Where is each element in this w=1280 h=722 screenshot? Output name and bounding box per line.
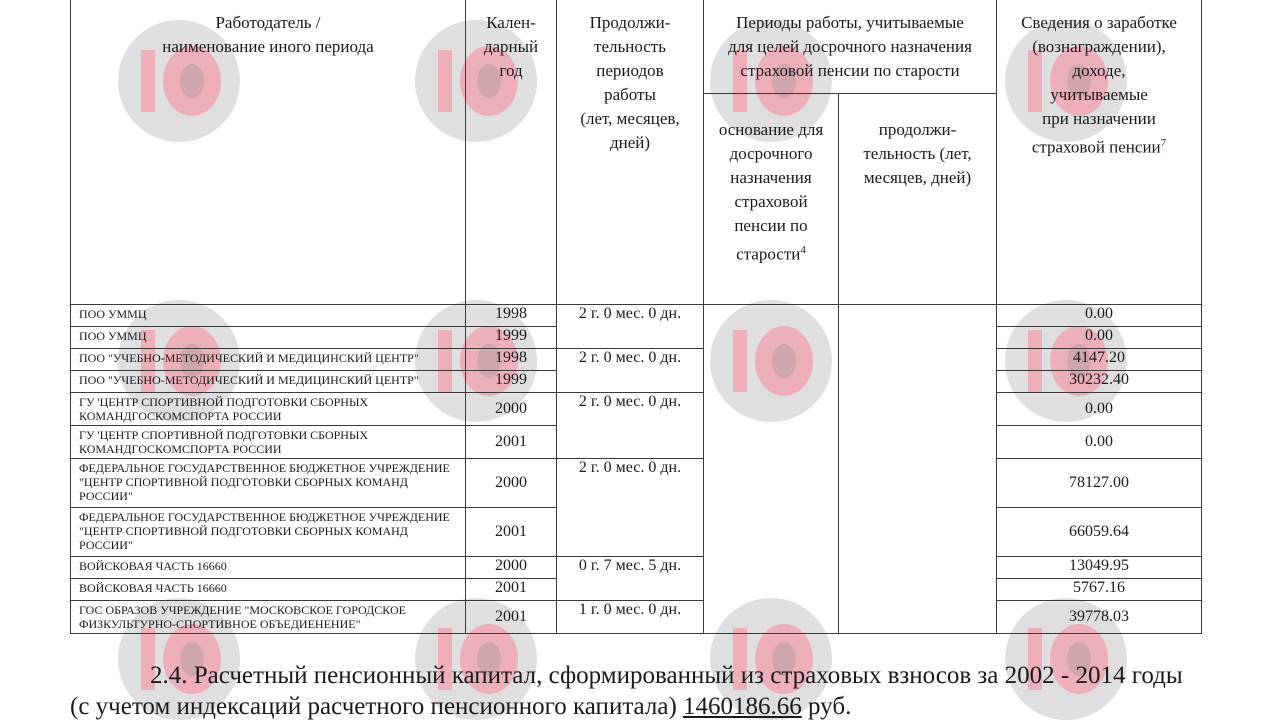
table-row (71, 459, 1202, 508)
earnings-cell: 78127.00 (997, 459, 1202, 508)
earnings-cell: 0.00 (997, 305, 1202, 327)
year-cell: 1999 (466, 327, 557, 349)
earnings-cell: 5767.16 (997, 579, 1202, 601)
duration-cell: 2 г. 0 мес. 0 дн. (557, 459, 704, 557)
employer-cell: ФЕДЕРАЛЬНОЕ ГОСУДАРСТВЕННОЕ БЮДЖЕТНОЕ УЧРЕЖДЕНИЕ "ЦЕНТР СПОРТИВНОЙ ПОДГОТОВКИ СБОРНЫХ КОМАНД РОССИИ" (71, 459, 466, 508)
year-cell: 1999 (466, 371, 557, 393)
earnings-cell: 66059.64 (997, 508, 1202, 557)
year-cell: 2001 (466, 508, 557, 557)
basis-cell (704, 305, 839, 634)
table-row (71, 349, 1202, 371)
special-duration-cell (839, 305, 997, 634)
header-periods: Периоды работы, учитываемые для целей досрочного назначения страховой пенсии по старости (704, 0, 997, 94)
duration-cell: 2 г. 0 мес. 0 дн. (557, 349, 704, 393)
earnings-cell: 4147.20 (997, 349, 1202, 371)
header-duration: Продолжи- тельность периодов работы (лет, месяцев, дней) (557, 0, 704, 305)
employer-cell: ПОО "УЧЕБНО-МЕТОДИЧЕСКИЙ И МЕДИЦИНСКИЙ ЦЕНТР" (71, 349, 466, 371)
year-cell: 2001 (466, 579, 557, 601)
earnings-cell: 0.00 (997, 327, 1202, 349)
employer-cell: ГУ 'ЦЕНТР СПОРТИВНОЙ ПОДГОТОВКИ СБОРНЫХ КОМАНДГОСКОМСПОРТА РОССИИ (71, 426, 466, 459)
year-cell: 1998 (466, 305, 557, 327)
earnings-cell: 0.00 (997, 393, 1202, 426)
header-employer: Работодатель / наименование иного периода (71, 0, 466, 305)
pension-capital-paragraph (70, 660, 1200, 722)
employer-cell: ВОЙСКОВАЯ ЧАСТЬ 16660 (71, 579, 466, 601)
employer-cell: ФЕДЕРАЛЬНОЕ ГОСУДАРСТВЕННОЕ БЮДЖЕТНОЕ УЧРЕЖДЕНИЕ "ЦЕНТР СПОРТИВНОЙ ПОДГОТОВКИ СБОРНЫХ КОМАНД РОССИИ" (71, 508, 466, 557)
paragraph-currency: руб. (801, 693, 852, 720)
duration-cell: 0 г. 7 мес. 5 дн. (557, 557, 704, 601)
employer-cell: ПОО УММЦ (71, 305, 466, 327)
year-cell: 2000 (466, 393, 557, 426)
year-cell: 2001 (466, 426, 557, 459)
employer-cell: ВОЙСКОВАЯ ЧАСТЬ 16660 (71, 557, 466, 579)
work-periods-table (70, 0, 1202, 634)
header-periods-basis: основание для досрочного назначения страховой пенсии по старости$^4$ (704, 94, 839, 305)
employer-cell: ПОО "УЧЕБНО-МЕТОДИЧЕСКИЙ И МЕДИЦИНСКИЙ ЦЕНТР" (71, 371, 466, 393)
employer-cell: ПОО УММЦ (71, 327, 466, 349)
employer-cell: ГУ 'ЦЕНТР СПОРТИВНОЙ ПОДГОТОВКИ СБОРНЫХ КОМАНДГОСКОМСПОРТА РОССИИ (71, 393, 466, 426)
paragraph-text: 2.4. Расчетный пенсионный капитал, сформированный из страховых взносов за 2002 - 2014 годы (с учетом индексаций расчетного пенсионного капитала) (70, 662, 1183, 720)
header-periods-duration: продолжи- тельность (лет, месяцев, дней) (839, 94, 997, 305)
pension-capital-amount: 1460186.66 (683, 693, 802, 720)
year-cell: 2001 (466, 601, 557, 634)
table-row (71, 393, 1202, 426)
duration-cell: 2 г. 0 мес. 0 дн. (557, 305, 704, 349)
table-row (71, 601, 1202, 634)
employer-cell: ГОС ОБРАЗОВ УЧРЕЖДЕНИЕ "МОСКОВСКОЕ ГОРОДСКОЕ ФИЗКУЛЬТУРНО-СПОРТИВНОЕ ОБЪЕДИЕНЕНИЕ" (71, 601, 466, 634)
header-earnings: Сведения о заработке (вознаграждении), доходе, учитываемые при назначении страховой пенсии$^7$ (997, 0, 1202, 305)
duration-cell: 1 г. 0 мес. 0 дн. (557, 601, 704, 634)
earnings-cell: 0.00 (997, 426, 1202, 459)
header-year: Кален- дарный год (466, 0, 557, 305)
table-row (71, 557, 1202, 579)
year-cell: 2000 (466, 557, 557, 579)
duration-cell: 2 г. 0 мес. 0 дн. (557, 393, 704, 459)
year-cell: 1998 (466, 349, 557, 371)
earnings-cell: 39778.03 (997, 601, 1202, 634)
earnings-cell: 13049.95 (997, 557, 1202, 579)
earnings-cell: 30232.40 (997, 371, 1202, 393)
table-row (71, 305, 1202, 327)
year-cell: 2000 (466, 459, 557, 508)
